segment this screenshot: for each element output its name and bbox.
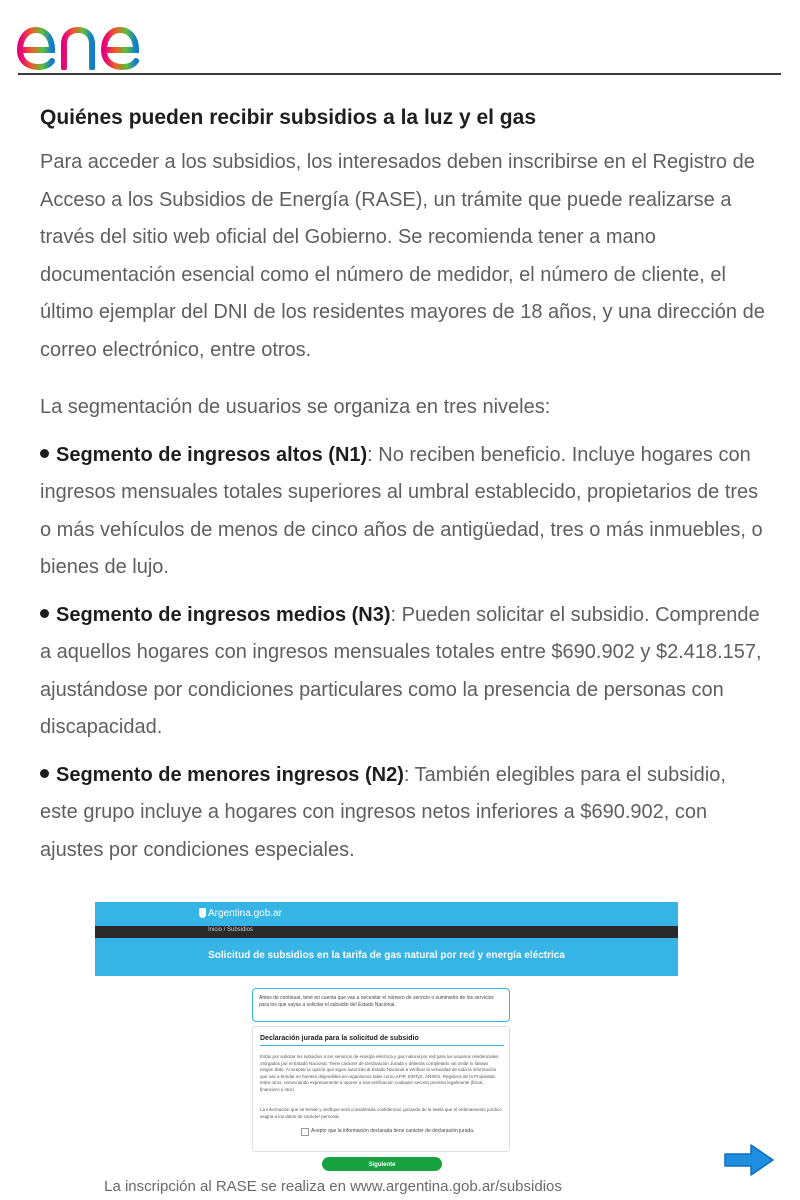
arrow-right-icon[interactable]	[723, 1143, 775, 1177]
bullet-icon	[40, 769, 49, 778]
accept-checkbox[interactable]	[301, 1128, 309, 1136]
breadcrumb-bar	[95, 926, 678, 938]
next-step-label: Siguiente	[368, 1162, 396, 1168]
header-divider	[18, 73, 781, 75]
accept-checkbox-label: Acepto que la información declarada tiene carácter de declaración jurada.	[311, 1128, 475, 1134]
segment-text: : Pueden solicitar el subsidio. Comprende a aquellos hogares con ingresos mensuales totales entre $690.902 y $2.418.157, ajustándose por condiciones particulares como la presencia de personas con discapacidad.	[40, 603, 762, 738]
site-header	[0, 0, 800, 76]
declaration-card	[252, 1026, 510, 1152]
confidentiality-text: La información que se brinde y verifique será considerada confidencial, gozando de la tutela que el ordenamiento jurídico asigna a los datos de carácter personal.	[260, 1107, 502, 1119]
declaration-text: Estás por solicitar los subsidios a los servicios de energía eléctrica y gas natural por red para los usuarios residenciales otorgados por el Estado Nacional. Tiene carácter de Declaración Jurada y deberás completarlo sin omitir ni falsear ningún dato. Al aceptar la opción que sigue autorizás al Estado Nacional a verificar la veracidad de toda la información que vas a brindar en fuentes disponibles en organismos tales como AFIP, SINTyS, ANSES, Registros de la Propiedad, entre otros, renunciando expresamente a oponer a esa verificación cualquier secreto previsto legalmente (fiscal, financiero u otro).	[260, 1054, 499, 1092]
form-banner	[95, 938, 678, 976]
rase-form-screenshot	[95, 902, 680, 1174]
shield-icon	[199, 908, 206, 918]
enel-logo[interactable]	[14, 6, 184, 70]
notice-text: Antes de continuar, tené en cuenta que vas a necesitar el número de servicio o suministro de los servicios para los que vayas a solicitar el subsidio del Estado Nacional.	[259, 995, 494, 1008]
intro-paragraph: Para acceder a los subsidios, los interesados deben inscribirse en el Registro de Acceso a los Subsidios de Energía (RASE), un trámite que puede realizarse a través del sitio web oficial del Gobierno. Se recomienda tener a mano documentación esencial como el número de medidor, el número de cliente, el último ejemplar del DNI de los residentes mayores de 18 años, y una dirección de correo electrónico, entre otros.	[40, 151, 765, 361]
image-caption: La inscripción al RASE se realiza en www.argentina.gob.ar/subsidios	[104, 1178, 562, 1195]
segment-text: : También elegibles para el subsidio, este grupo incluye a hogares con ingresos netos inferiores a $690.902, con ajustes por condiciones especiales.	[40, 763, 726, 861]
levels-intro-paragraph: La segmentación de usuarios se organiza en tres niveles:	[40, 396, 551, 418]
gov-site-name: Argentina.gob.ar	[208, 908, 282, 919]
segment-item-n2	[40, 757, 768, 870]
breadcrumb: Inicio / Subsidios	[208, 927, 254, 933]
section-heading: Quiénes pueden recibir subsidios a la luz y el gas	[40, 106, 536, 129]
declaration-title: Declaración jurada para la solicitud de subsidio	[260, 1035, 419, 1042]
form-banner-title: Solicitud de subsidios en la tarifa de gas natural por red y energía eléctrica	[208, 950, 565, 961]
segment-title: Segmento de ingresos altos (N1)	[56, 443, 368, 466]
notice-box	[252, 988, 510, 1022]
segment-title: Segmento de menores ingresos (N2)	[56, 763, 404, 786]
bullet-icon	[40, 449, 49, 458]
gov-site-topbar	[95, 902, 678, 926]
segment-title: Segmento de ingresos medios (N3)	[56, 603, 391, 626]
segment-text: : No reciben beneficio. Incluye hogares con ingresos mensuales totales superiores al umbral establecido, propietarios de tres o más vehículos de menos de cinco años de antigüedad, tres o más inmuebles, o bienes de lujo.	[40, 443, 763, 578]
segment-item-n3	[40, 597, 768, 747]
next-step-button[interactable]	[322, 1157, 442, 1171]
segment-item-n1	[40, 437, 768, 587]
article-body	[40, 100, 768, 869]
declaration-divider	[260, 1045, 504, 1046]
bullet-icon	[40, 609, 49, 618]
